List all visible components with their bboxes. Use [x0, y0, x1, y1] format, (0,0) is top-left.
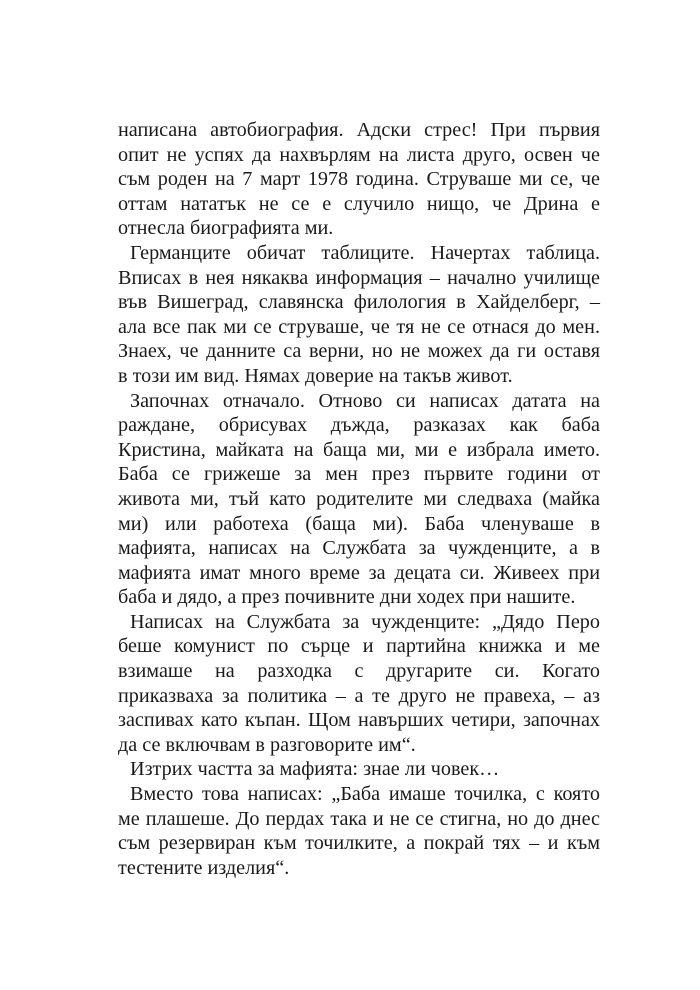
text-line: заспивах като къпан. Щом навърших четири, започнах [118, 709, 600, 732]
text-line: Вписах в нея някаква информация – начално училище [118, 266, 600, 289]
paragraph-4 [118, 610, 600, 758]
text-line: Германците обичат таблиците. Начертах таблица. [130, 241, 600, 264]
paragraph-5 [118, 757, 600, 782]
text-line: съм резервиран към точилките, а покрай тях – и към [118, 832, 600, 855]
text-line: живота ми, тъй като родителите ми следваха (майка [118, 487, 600, 510]
page-body [118, 118, 600, 880]
text-line: баба и дядо, а през почивните дни ходех при нашите. [118, 586, 576, 609]
text-line: написана автобиография. Адски стрес! При първия [118, 119, 600, 141]
text-line: Баба се грижеше за мен през първите години от [118, 463, 600, 486]
text-line: Кристина, майката на баща ми, ми е избрала името. [118, 438, 600, 461]
text-line: Вместо това написах: „Баба имаше точилка, с която [130, 783, 600, 806]
text-line: ме плашеше. До пердах така и не се стигна, но до днес [118, 807, 600, 830]
text-line: ми) или работеха (баща ми). Баба членуваше в [118, 512, 600, 535]
text-line: опит не успях да нахвърлям на листа друго, освен че [118, 143, 600, 166]
text-line: Знаех, че данните са верни, но не можех да ги оставя [118, 340, 600, 363]
text-line: съм роден на 7 март 1978 година. Струваше ми се, че [118, 168, 600, 191]
text-line: във Вишеград, славянска филология в Хайделберг, – [118, 291, 600, 314]
text-line: в този им вид. Нямах доверие на такъв живот. [118, 364, 513, 387]
text-line: мафията, написах на Службата за чужденците, а в [118, 537, 600, 560]
text-line: мафията имат много време за децата си. Живеех при [118, 561, 600, 584]
text-line: тестените изделия“. [118, 856, 290, 879]
paragraph-3 [118, 389, 600, 610]
paragraph-2 [118, 241, 600, 389]
paragraph-6 [118, 782, 600, 880]
text-line: да се включвам в разговорите им“. [118, 733, 416, 756]
text-line: беше комунист по сърце и партийна книжка и ме [118, 635, 600, 658]
text-line: Написах на Службата за чужденците: „Дядо Перо [130, 610, 600, 633]
text-line: Изтрих частта за мафията: знае ли човек… [130, 758, 500, 781]
text-line: раждане, обрисувах дъжда, разказах как баба [118, 414, 600, 437]
paragraph-1 [118, 118, 600, 241]
text-line: оттам нататък не се е случило нищо, че Дрина е [118, 192, 600, 215]
text-line: взимаше на разходка с другарите си. Когато [118, 660, 600, 683]
text-line: отнесла биографията ми. [118, 217, 334, 240]
text-line: приказваха за политика – а те друго не правеха, – аз [118, 684, 600, 707]
text-line: ала все пак ми се струваше, че тя не се отнася до мен. [118, 315, 600, 338]
text-line: Започнах отначало. Отново си написах датата на [130, 389, 600, 412]
